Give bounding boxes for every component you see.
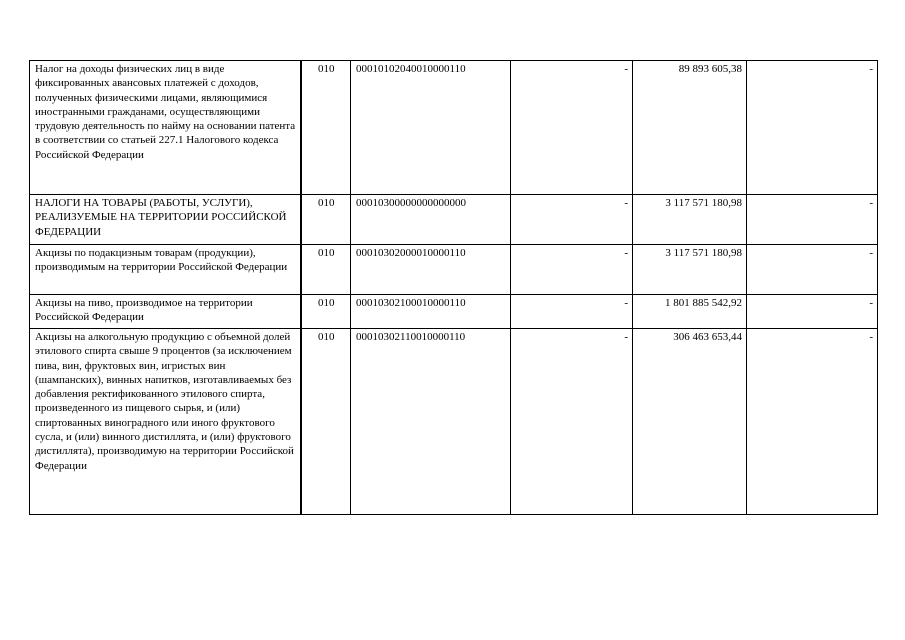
executed-amount-cell: 306 463 653,44 [633,329,747,515]
income-code-cell: 00010302100010000110 [351,295,511,329]
income-code-cell: 00010302110010000110 [351,329,511,515]
budget-report-table [29,60,878,515]
line-code-cell: 010 [301,195,351,245]
table-row [30,329,878,515]
unexecuted-amount-cell: - [747,195,878,245]
income-code-cell: 00010300000000000000 [351,195,511,245]
unexecuted-amount-cell: - [747,245,878,295]
line-code-cell: 010 [301,245,351,295]
unexecuted-amount-cell: - [747,329,878,515]
income-code-cell: 00010302000010000110 [351,245,511,295]
income-name-cell: НАЛОГИ НА ТОВАРЫ (РАБОТЫ, УСЛУГИ), РЕАЛИЗУЕМЫЕ НА ТЕРРИТОРИИ РОССИЙСКОЙ ФЕДЕРАЦИИ [30,195,301,245]
approved-amount-cell: - [511,61,633,195]
approved-amount-cell: - [511,295,633,329]
table-row [30,295,878,329]
executed-amount-cell: 3 117 571 180,98 [633,195,747,245]
table-row [30,245,878,295]
line-code-cell: 010 [301,295,351,329]
approved-amount-cell: - [511,195,633,245]
income-name-cell: Акцизы на алкогольную продукцию с объемной долей этилового спирта свыше 9 процентов (за исключением пива, вин, фруктовых вин, игристых вин (шампанских), винных напитков, изготавливаемых без добавления ректификованного этилового спирта, произведенного из пищевого сырья, и (или) спиртованных виноградного или иного фруктового сусла, и (или) винного дистиллята, и (или) фруктового дистиллята), производимую на территории Российской Федерации [30,329,301,515]
table-row [30,61,878,195]
executed-amount-cell: 3 117 571 180,98 [633,245,747,295]
approved-amount-cell: - [511,245,633,295]
table-row [30,195,878,245]
unexecuted-amount-cell: - [747,295,878,329]
approved-amount-cell: - [511,329,633,515]
income-name-cell: Налог на доходы физических лиц в виде фиксированных авансовых платежей с доходов, полученных физическими лицами, являющимися иностранными гражданами, осуществляющими трудовую деятельность по найму на основании патента в соответствии со статьей 227.1 Налогового кодекса Российской Федерации [30,61,301,195]
executed-amount-cell: 1 801 885 542,92 [633,295,747,329]
line-code-cell: 010 [301,329,351,515]
income-name-cell: Акцизы на пиво, производимое на территории Российской Федерации [30,295,301,329]
unexecuted-amount-cell: - [747,61,878,195]
line-code-cell: 010 [301,61,351,195]
income-code-cell: 00010102040010000110 [351,61,511,195]
income-name-cell: Акцизы по подакцизным товарам (продукции), производимым на территории Российской Федерации [30,245,301,295]
executed-amount-cell: 89 893 605,38 [633,61,747,195]
